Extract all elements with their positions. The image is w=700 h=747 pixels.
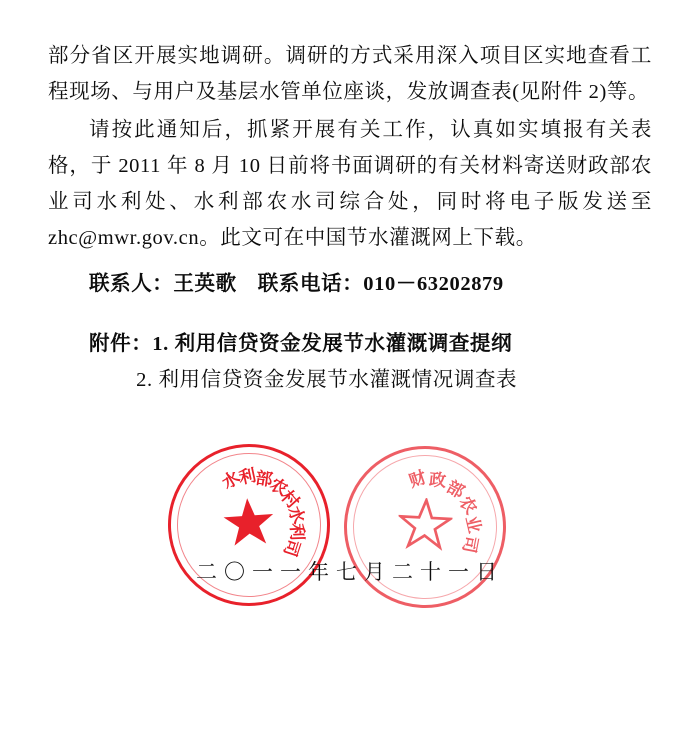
body-paragraph-2: 请按此通知后，抓紧开展有关工作，认真如实填报有关表格，于 2011 年 8 月 10 日前将书面调研的有关材料寄送财政部农业司水利处、水利部农水司综合处，同时将电子版发送至 zhc@mwr.gov.cn。此文可在中国节水灌溉网上下载。 bbox=[48, 119, 652, 249]
attachment-item-1: 附件：1. 利用信贷资金发展节水灌溉调查提纲 bbox=[89, 333, 513, 355]
seal-ring-text-right: 财 政 部 农 业 司 bbox=[406, 467, 485, 555]
star-icon bbox=[220, 494, 278, 552]
contact-line: 联系人：王英歌 联系电话：010－63202879 bbox=[89, 273, 504, 295]
seal-finance-agriculture bbox=[340, 442, 510, 612]
attachment-item-2: 2. 利用信贷资金发展节水灌溉情况调查表 bbox=[136, 369, 518, 391]
spacer bbox=[48, 302, 652, 326]
seal-ring-text-left: 水 利 部 农 村 水 利 司 bbox=[218, 465, 309, 559]
spacer bbox=[48, 256, 652, 266]
seal-area bbox=[48, 444, 652, 684]
star-icon bbox=[397, 497, 454, 554]
body-paragraph-1: 部分省区开展实地调研。调研的方式采用深入项目区实地查看工程现场、与用户及基层水管单位座谈，发放调查表(见附件 2)等。 bbox=[48, 45, 652, 103]
document-date: 二〇一一年七月二十一日 bbox=[196, 560, 504, 584]
